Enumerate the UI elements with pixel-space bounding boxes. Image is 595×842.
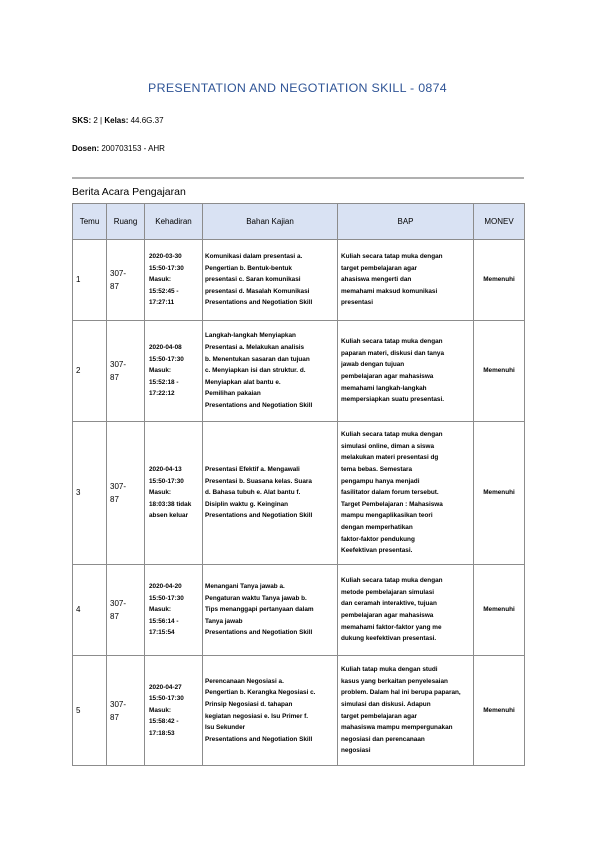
header-monev: MONEV	[474, 204, 525, 240]
table-row	[73, 565, 525, 656]
cell-temu: 1	[73, 240, 107, 321]
section-divider	[72, 177, 524, 179]
kelas-value: 44.6G.37	[130, 116, 164, 125]
header-ruang: Ruang	[107, 204, 145, 240]
cell-ruang: 307- 87	[107, 240, 145, 321]
cell-temu: 3	[73, 422, 107, 565]
cell-temu: 4	[73, 565, 107, 656]
cell-kehadiran: 2020-04-08 15:50-17:30 Masuk: 15:52:18 - 17:22:12	[145, 321, 203, 422]
cell-monev: Memenuhi	[474, 565, 525, 656]
info-separator: |	[100, 116, 103, 125]
cell-temu: 2	[73, 321, 107, 422]
cell-bap: Kuliah secara tatap muka dengan metode pembelajaran simulasi dan ceramah interaktive, tujuan pembelajaran agar mahasiswa memahami faktor-faktor yang me dukung keefektivan presentasi.	[338, 565, 474, 656]
cell-bap: Kuliah tatap muka dengan studi kasus yang berkaitan penyelesaian problem. Dalam hal ini berupa paparan, simulasi dan diskusi. Adapun target pembelajaran agar mahasiswa mampu mempergunakan negosiasi dan perencanaan negosiasi	[338, 656, 474, 766]
header-bahan-kajian: Bahan Kajian	[203, 204, 338, 240]
cell-bahan-kajian: Langkah-langkah Menyiapkan Presentasi a. Melakukan analisis b. Menentukan sasaran dan tujuan c. Menyiapkan isi dan struktur. d. Menyiapkan alat bantu e. Pemilihan pakaian Presentations and Negotiation Skill	[203, 321, 338, 422]
cell-ruang: 307- 87	[107, 656, 145, 766]
cell-bahan-kajian: Presentasi Efektif a. Mengawali Presentasi b. Suasana kelas. Suara d. Bahasa tubuh e. Alat bantu f. Disiplin waktu g. Keinginan Presentations and Negotiation Skill	[203, 422, 338, 565]
cell-bap: Kuliah secara tatap muka dengan simulasi online, diman a siswa melakukan materi presentasi dg tema bebas. Semestara pengampu hanya menjadi fasilitator dalam forum tersebut. Target Pembelajaran : Mahasiswa mampu mengaplikasikan teori dengan memperhatikan faktor-faktor pendukung Keefektivan presentasi.	[338, 422, 474, 565]
cell-ruang: 307- 87	[107, 321, 145, 422]
kelas-label: Kelas:	[104, 116, 129, 125]
cell-monev: Memenuhi	[474, 422, 525, 565]
course-info-line	[72, 116, 164, 125]
cell-kehadiran: 2020-04-27 15:50-17:30 Masuk: 15:58:42 - 17:18:53	[145, 656, 203, 766]
cell-monev: Memenuhi	[474, 656, 525, 766]
header-bap: BAP	[338, 204, 474, 240]
cell-ruang: 307- 87	[107, 422, 145, 565]
cell-bahan-kajian: Perencanaan Negosiasi a. Pengertian b. Kerangka Negosiasi c. Prinsip Negosiasi d. tahapan kegiatan negosiasi e. Isu Primer f. Isu Sekunder Presentations and Negotiation Skill	[203, 656, 338, 766]
sks-value: 2	[93, 116, 98, 125]
sks-label: SKS:	[72, 116, 92, 125]
header-kehadiran: Kehadiran	[145, 204, 203, 240]
cell-bap: Kuliah secara tatap muka dengan paparan materi, diskusi dan tanya jawab dengan tujuan pembelajaran agar mahasiswa memahami langkah-langkah mempersiapkan suatu presentasi.	[338, 321, 474, 422]
cell-temu: 5	[73, 656, 107, 766]
document-title: PRESENTATION AND NEGOTIATION SKILL - 0874	[148, 81, 447, 95]
lecturer-info-line	[72, 144, 165, 153]
teaching-report-table	[72, 203, 525, 766]
section-title: Berita Acara Pengajaran	[72, 186, 186, 198]
cell-bahan-kajian: Menangani Tanya jawab a. Pengaturan waktu Tanya jawab b. Tips menanggapi pertanyaan dalam Tanya jawab Presentations and Negotiation Skill	[203, 565, 338, 656]
dosen-label: Dosen:	[72, 144, 100, 153]
header-temu: Temu	[73, 204, 107, 240]
table-row	[73, 656, 525, 766]
table-header-row	[73, 204, 525, 240]
cell-kehadiran: 2020-03-30 15:50-17:30 Masuk: 15:52:45 - 17:27:11	[145, 240, 203, 321]
cell-kehadiran: 2020-04-13 15:50-17:30 Masuk: 18:03:38 tidak absen keluar	[145, 422, 203, 565]
table-row	[73, 240, 525, 321]
table-row	[73, 422, 525, 565]
cell-bap: Kuliah secara tatap muka dengan target pembelajaran agar ahasiswa mengerti dan memahami maksud komunikasi presentasi	[338, 240, 474, 321]
cell-bahan-kajian: Komunikasi dalam presentasi a. Pengertian b. Bentuk-bentuk presentasi c. Saran komunikasi presentasi d. Masalah Komunikasi Presentations and Negotiation Skill	[203, 240, 338, 321]
cell-monev: Memenuhi	[474, 240, 525, 321]
cell-ruang: 307- 87	[107, 565, 145, 656]
cell-monev: Memenuhi	[474, 321, 525, 422]
table-row	[73, 321, 525, 422]
cell-kehadiran: 2020-04-20 15:50-17:30 Masuk: 15:56:14 - 17:15:54	[145, 565, 203, 656]
dosen-value: 200703153 - AHR	[101, 144, 165, 153]
